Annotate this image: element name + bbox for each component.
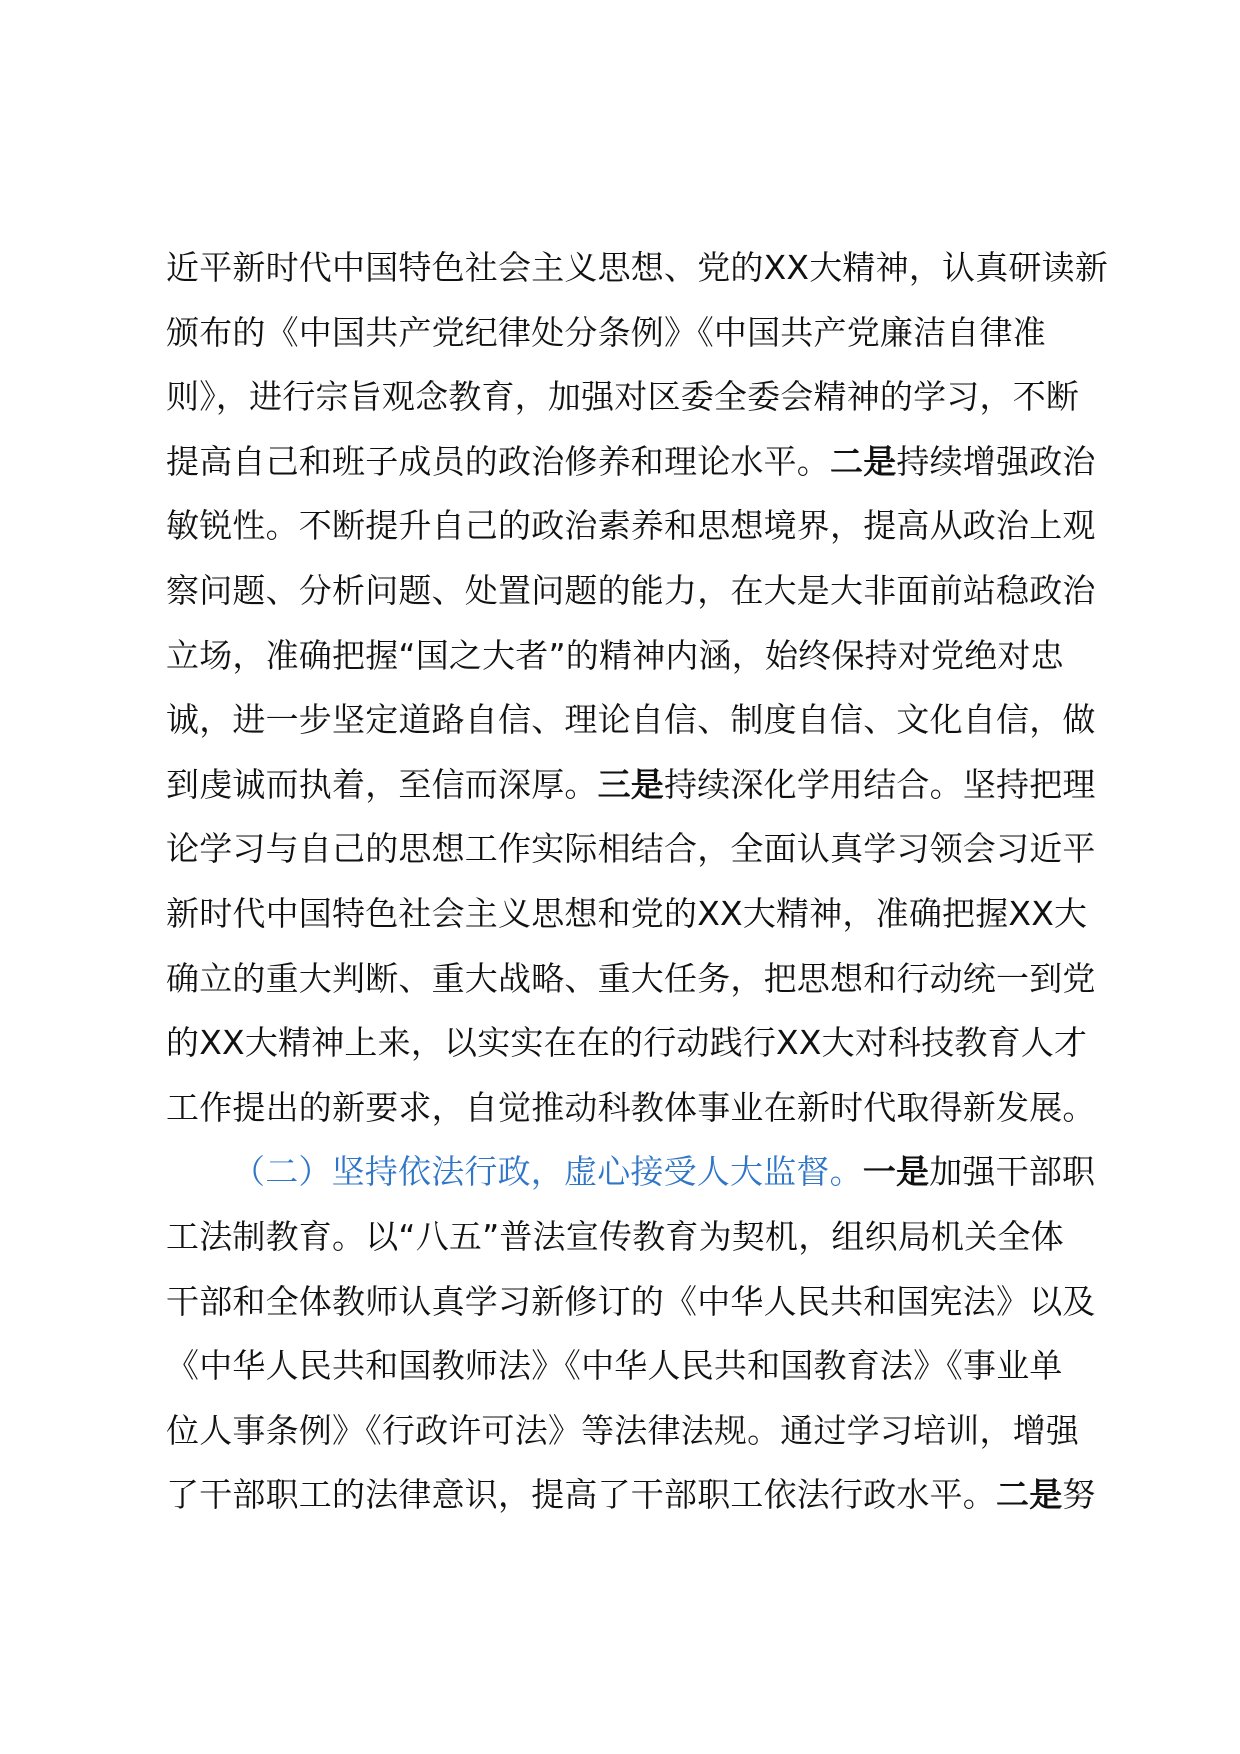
text-run: 则》，进行宗旨观念教育，加强对区委全委会精神的学习，不断 [166, 377, 1080, 417]
text-line [166, 1011, 1106, 1076]
text-run: 努 [1062, 1475, 1096, 1515]
text-run: 敏锐性。不断提升自己的政治素养和思想境界，提高从政治上观 [166, 506, 1096, 546]
text-line [166, 1270, 1106, 1335]
text-run: 持续增强政治 [896, 441, 1096, 481]
text-line [166, 236, 1109, 301]
text-line [166, 1463, 1106, 1528]
text-run: 确立的重大判断、重大战略、重大任务，把思想和行动统一到党 [166, 958, 1096, 998]
text-line [166, 624, 1106, 689]
emphasis-marker: 二是 [830, 441, 897, 481]
text-line [166, 365, 1106, 430]
text-run: 新时代中国特色社会主义思想和党的XX大精神，准确把握XX大 [166, 893, 1088, 933]
text-line [166, 494, 1106, 559]
section-heading: （二）坚持依法行政，虚心接受人大监督。 [232, 1152, 863, 1192]
text-run: 工法制教育。以“八五”普法宣传教育为契机，组织局机关全体 [166, 1216, 1064, 1256]
text-run: 干部和全体教师认真学习新修订的《中华人民共和国宪法》以及 [166, 1281, 1096, 1321]
emphasis-marker: 三是 [597, 764, 665, 804]
text-line [166, 947, 1106, 1012]
text-run: 诚，进一步坚定道路自信、理论自信、制度自信、文化自信，做 [166, 700, 1096, 740]
text-line [166, 559, 1106, 624]
emphasis-marker: 一是 [862, 1152, 930, 1192]
text-run: 立场，准确把握“国之大者”的精神内涵，始终保持对党绝对忠 [166, 635, 1064, 675]
text-line [166, 1076, 1106, 1141]
text-run: 加强干部职 [929, 1152, 1096, 1192]
body-text [166, 236, 1109, 1528]
text-run: 的XX大精神上来，以实实在在的行动践行XX大对科技教育人才 [166, 1023, 1088, 1063]
text-run: 近平新时代中国特色社会主义思想、党的XX大精神，认真研读新 [166, 248, 1109, 287]
text-run: 持续深化学用结合。坚持把理 [664, 764, 1096, 804]
text-run: 到虔诚而执着，至信而深厚。 [166, 764, 598, 804]
text-line [166, 430, 1106, 495]
text-line [166, 882, 1106, 947]
text-line [166, 1399, 1106, 1464]
text-run: 工作提出的新要求，自觉推动科教体事业在新时代取得新发展。 [166, 1087, 1096, 1127]
text-run: 论学习与自己的思想工作实际相结合，全面认真学习领会习近平 [166, 829, 1096, 869]
section-heading-line [166, 1140, 1106, 1205]
emphasis-marker: 二是 [996, 1475, 1063, 1515]
text-line [166, 688, 1106, 753]
text-run: 察问题、分析问题、处置问题的能力，在大是大非面前站稳政治 [166, 570, 1096, 610]
text-line [166, 817, 1106, 882]
text-run: 位人事条例》《行政许可法》等法律法规。通过学习培训，增强 [166, 1410, 1080, 1450]
text-run: 颁布的《中国共产党纪律处分条例》《中国共产党廉洁自律准 [166, 312, 1046, 352]
text-line [166, 1334, 1106, 1399]
text-run: 《中华人民共和国教师法》《中华人民共和国教育法》《事业单 [166, 1346, 1063, 1386]
text-line [166, 1205, 1106, 1270]
text-line [166, 753, 1106, 818]
text-run: 提高自己和班子成员的政治修养和理论水平。 [166, 441, 830, 481]
text-run: 了干部职工的法律意识，提高了干部职工依法行政水平。 [166, 1475, 996, 1515]
text-line [166, 301, 1106, 366]
